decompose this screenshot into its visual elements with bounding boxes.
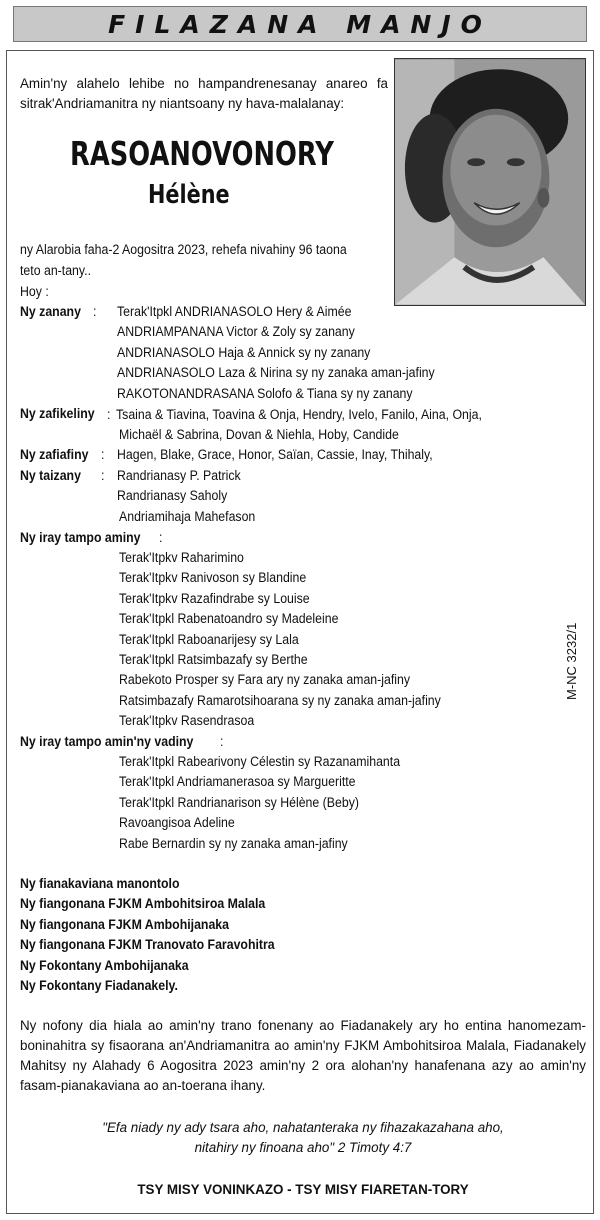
list-item: Rabekoto Prosper sy Fara ary ny zanaka aman-jafiny <box>119 672 411 687</box>
zafikeliny-label: Ny zafikeliny <box>20 406 95 421</box>
list-item: Terak'Itpkl ANDRIANASOLO Hery & Aimée <box>117 304 352 319</box>
list-item: Terak'Itpkl Randrianarison sy Hélène (Beby) <box>119 795 359 810</box>
organization-item: Ny Fokontany Fiadanakely. <box>20 978 178 993</box>
list-item: Terak'Itpkl Rabenatoandro sy Madeleine <box>119 611 339 626</box>
funeral-paragraph: Ny nofony dia hiala ao amin'ny trano fonenany ao Fiadanakely ary ho entina hanomezam-boninahitra sy fisaorana an'Andriamanitra ao amin'ny FJKM Ambohitsiroa Malala, Fiadanakely Mahitsy ny Alahady 6 Aogositra 2023 amin'ny 2 ora alohan'ny hanafenana azy ao amin'ny fasam-pianakaviana ao an-toerana ihany. <box>20 1018 586 1093</box>
intro-text: Amin'ny alahelo lehibe no hampandrenesanay anareo fa sitrak'Andriamanitra ny niantsoany ny hava-malalanay: <box>20 76 388 111</box>
deceased-portrait-photo <box>394 58 586 306</box>
notice-reference-code: M-NC 3232/1 <box>564 622 579 700</box>
list-item: Randrianasy Saholy <box>117 488 228 503</box>
iray-tampo-aminy-separator: : <box>159 530 163 545</box>
list-item: Michaël & Sabrina, Dovan & Niehla, Hoby, Candide <box>119 427 399 442</box>
taizany-separator: : <box>101 468 105 483</box>
list-item: ANDRIANASOLO Haja & Annick sy ny zanany <box>117 345 371 360</box>
list-item: Terak'Itpkl Andriamanerasoa sy Margueritte <box>119 774 356 789</box>
organization-item: Ny fiangonana FJKM Ambohijanaka <box>20 917 230 932</box>
iray-tampo-vadiny-label: Ny iray tampo amin'ny vadiny <box>20 734 194 749</box>
zafiafiny-separator: : <box>101 447 105 462</box>
death-notice-line1: ny Alarobia faha-2 Aogositra 2023, rehefa nivahiny 96 taona <box>20 242 347 257</box>
organization-item: Ny fiangonana FJKM Tranovato Faravohitra <box>20 937 275 952</box>
portrait-illustration <box>395 59 585 305</box>
footer-note: TSY MISY VONINKAZO - TSY MISY FIARETAN-TORY <box>137 1182 469 1197</box>
list-item: Terak'Itpkv Razafindrabe sy Louise <box>119 591 310 606</box>
list-item: ANDRIANASOLO Laza & Nirina sy ny zanaka aman-jafiny <box>117 365 435 380</box>
list-item: Terak'Itpkv Rasendrasoa <box>119 713 255 728</box>
iray-tampo-aminy-label: Ny iray tampo aminy <box>20 530 141 545</box>
list-item: Terak'Itpkv Ranivoson sy Blandine <box>119 570 307 585</box>
list-item: Terak'Itpkl Raboanarijesy sy Lala <box>119 632 299 647</box>
list-item: Ravoangisoa Adeline <box>119 815 235 830</box>
deceased-given-name: Hélène <box>148 180 230 210</box>
list-item: Tsaina & Tiavina, Toavina & Onja, Hendry, Ivelo, Fanilo, Aina, Onja, <box>116 407 482 422</box>
list-item: Terak'Itpkl Ratsimbazafy sy Berthe <box>119 652 308 667</box>
zanany-label: Ny zanany <box>20 304 81 319</box>
list-item: Rabe Bernardin sy ny zanaka aman-jafiny <box>119 836 348 851</box>
list-item: Terak'Itpkv Raharimino <box>119 550 244 565</box>
organization-item: Ny Fokontany Ambohijanaka <box>20 958 189 973</box>
zafiafiny-label: Ny zafiafiny <box>20 447 89 462</box>
zanany-separator: : <box>93 304 97 319</box>
notice-header <box>13 6 587 42</box>
iray-tampo-vadiny-separator: : <box>220 734 224 749</box>
quote-line-2: nitahiry ny finoana aho" 2 Timoty 4:7 <box>194 1140 412 1155</box>
list-item: Terak'Itpkl Rabearivony Célestin sy Razanamihanta <box>119 754 401 769</box>
notice-title: FILAZANA MANJO <box>108 9 492 39</box>
quote-line-1: "Efa niady ny ady tsara aho, nahatanteraka ny fihazakazahana aho, <box>102 1120 504 1135</box>
zafikeliny-separator: : <box>107 407 111 422</box>
list-item: Ratsimbazafy Ramarotsihoarana sy ny zanaka aman-jafiny <box>119 693 441 708</box>
organization-item: Ny fiangonana FJKM Ambohitsiroa Malala <box>20 896 266 911</box>
bible-quote <box>20 1118 586 1158</box>
deceased-surname: RASOANOVONORY <box>70 134 334 173</box>
list-item: RAKOTONANDRASANA Solofo & Tiana sy ny zanany <box>117 386 413 401</box>
list-item: Randrianasy P. Patrick <box>117 468 241 483</box>
list-item: Andriamihaja Mahefason <box>119 509 256 524</box>
organization-item: Ny fianakaviana manontolo <box>20 876 180 891</box>
death-notice-line2: teto an-tany.. <box>20 263 91 278</box>
list-item: ANDRIAMPANANA Victor & Zoly sy zanany <box>117 324 355 339</box>
death-notice-line3: Hoy : <box>20 284 49 299</box>
list-item: Hagen, Blake, Grace, Honor, Saïan, Cassie, Inay, Thihaly, <box>117 447 433 462</box>
taizany-label: Ny taizany <box>20 468 81 483</box>
